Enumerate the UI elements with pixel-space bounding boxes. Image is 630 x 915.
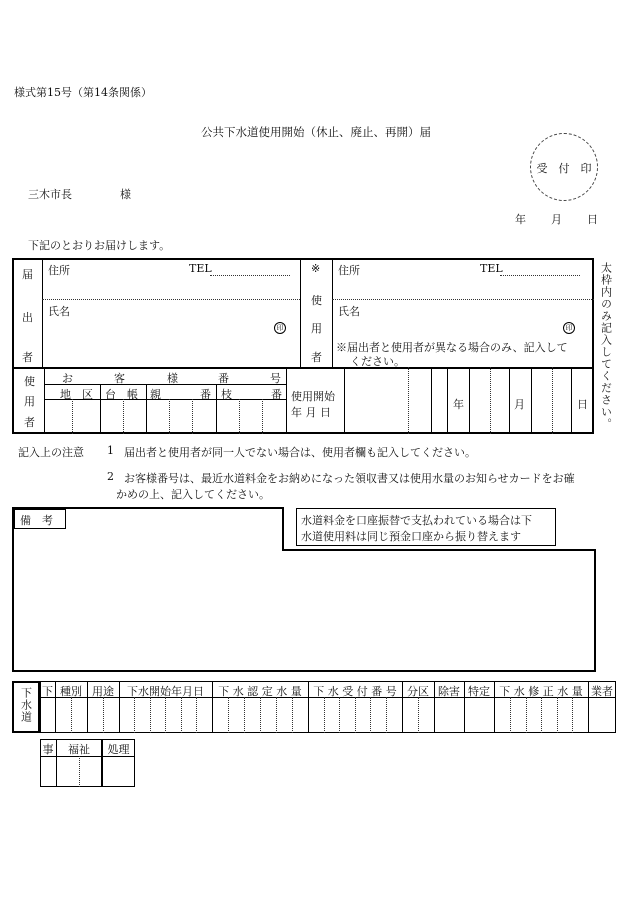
customer-sub-ledger: 台 帳 [105,388,138,401]
user-tel-label[interactable]: TEL [480,262,503,275]
notes-item-2-line-1: お客様番号は、最近水道料金をお納めになった領収書又は使用水量のお知らせカードをお確 [124,472,575,485]
start-date-label-line-1: 使用開始 [291,390,335,403]
page-title: 公共下水道使用開始（休止、廃止、再開）届 [201,125,431,139]
customer-number-char-5: 号 [270,372,281,385]
notes-heading: 記入上の注意 [18,446,84,459]
sewer-side-label: 下水道 [19,687,33,723]
office-col-youto: 用途 [92,685,114,698]
user-note-line-1: ※届出者と使用者が異なる場合のみ、記入して [336,341,568,354]
customer-number-char-1: お [62,372,73,385]
customer-label-char-1: 使 [24,375,35,388]
start-date-day[interactable]: 日 [577,398,588,411]
date-year-label: 年 [515,213,526,226]
office-col-ka: 下 [42,685,53,698]
user-required-mark: ※ [311,262,321,275]
notes-item-2-line-2: かめの上、記入してください。 [116,488,270,501]
user-label-char-2: 用 [311,322,322,335]
notes-item-1: 届出者と使用者が同一人でない場合は、使用者欄も記入してください。 [124,446,476,459]
applicant-tel-label[interactable]: TEL [189,262,212,275]
side-note-thick-frame: 太枠内のみ記入してください。 [599,262,613,430]
office-col-jogai: 除害 [438,685,460,698]
office-col-approved-volume: 下 水 認 定 水 量 [218,685,302,698]
applicant-label-char-1: 届 [22,268,33,281]
customer-number-char-3: 様 [167,372,178,385]
applicant-name-label[interactable]: 氏名 [48,305,70,318]
bank-transfer-notice-line-1: 水道料金を口座振替で支払われている場合は下 [301,514,532,527]
start-date-month[interactable]: 月 [514,398,525,411]
customer-number-char-4: 番 [218,372,229,385]
notes-item-1-number: 1 [107,444,114,457]
notes-item-2-number: 2 [107,470,114,483]
office-col-bunku: 分区 [407,685,429,698]
jimu-label: 事 [42,743,54,756]
office-col-reception-number: 下 水 受 付 番 号 [313,685,397,698]
office-col-corrected-volume: 下 水 修 正 水 量 [499,685,583,698]
customer-label-char-2: 用 [24,395,35,408]
applicant-label-char-2: 出 [22,311,33,324]
user-label-char-1: 使 [311,294,322,307]
remarks-label: 備 考 [20,514,53,527]
applicant-label-char-3: 者 [22,351,33,364]
applicant-seal-mark: 印 [274,322,286,334]
user-address-label[interactable]: 住所 [338,264,360,277]
main-table-divider [12,367,594,369]
customer-sub-parent: 親 [150,388,161,401]
customer-sub-parent-num: 番 [200,388,211,401]
intro-text: 下記のとおりお届けします。 [28,239,171,252]
user-name-label[interactable]: 氏名 [338,305,360,318]
user-seal-mark: 印 [563,322,575,334]
user-label-char-3: 者 [311,351,322,364]
remarks-box-right[interactable] [282,549,596,672]
customer-sub-branch-num: 番 [271,388,282,401]
reception-stamp-label: 受 付 印 [536,162,592,175]
office-col-shubetsu: 種別 [60,685,82,698]
customer-label-char-3: 者 [24,416,35,429]
remarks-box-left[interactable] [12,507,284,672]
customer-sub-district: 地 区 [60,388,93,401]
applicant-address-label[interactable]: 住所 [48,264,70,277]
customer-sub-branch: 枝 [221,388,232,401]
office-col-start-date: 下水開始年月日 [127,685,204,698]
bank-transfer-notice-line-2: 水道使用料は同じ預金口座から振り替えます [301,530,521,543]
addressee-mayor: 三木市長 [28,188,72,201]
user-note-line-2: ください。 [350,355,405,368]
date-day-label: 日 [587,213,598,226]
addressee-sama: 様 [120,188,131,201]
processing-label: 処理 [107,743,130,756]
start-date-year[interactable]: 年 [453,398,464,411]
office-col-contractor: 業者 [591,685,613,698]
customer-number-char-2: 客 [114,372,125,385]
form-number: 様式第15号（第14条関係） [14,86,152,99]
start-date-label-line-2: 年 月 日 [291,406,331,419]
office-col-tokutei: 特定 [468,685,490,698]
date-month-label: 月 [551,213,562,226]
welfare-label: 福祉 [68,743,90,756]
